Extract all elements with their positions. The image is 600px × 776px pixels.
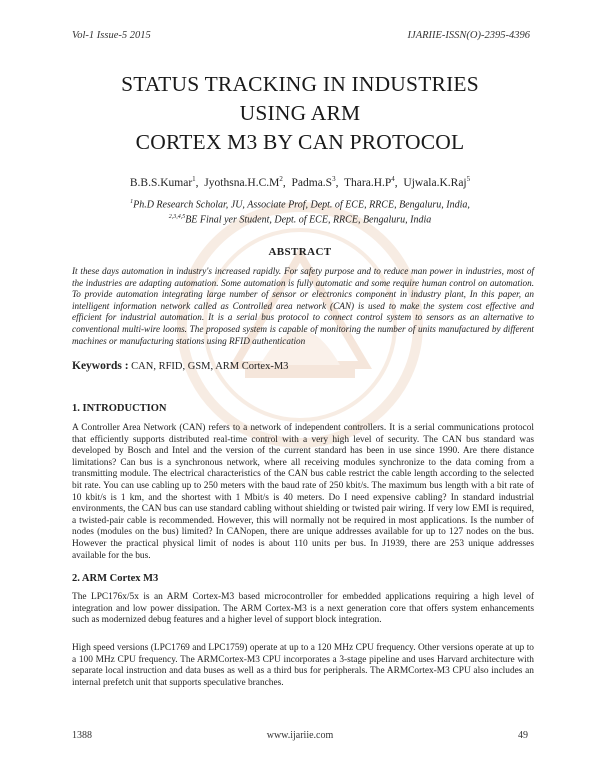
affiliation-2-text: BE Final yer Student, Dept. of ECE, RRCE, Bengaluru, India — [185, 214, 432, 226]
section-1-text: A Controller Area Network (CAN) refers to a network of independent controllers. It is a serial communications protocol that efficiently supports distributed real-time control with a very high level of security. The CAN bus standard was developed by Bosch and Intel and the version of the current standard has been in use since 1990. Are there distance limitations? Can bus is a synchronous network, where all receiving modules synchronize to the data coming from a transmitting module. The electrical characteristics of the CAN bus cable restrict the cable length according to the selected bit rate. You can use cabling up to 250 meters with the baud rate of 250 kbit/s. The maximum bus length with a bit rate of 10 kbit/s is 1 km, and the shortest with 1 Mbit/s is 40 meters. Do I need expensive cabling? In standard industrial environments, the CAN bus can use standard cabling without shielding or twisted pair wiring. If very low EMI is required, a twisted-pair cable is recommended. However, this will normally not be required in most applications. Is the number of nodes (modules on the bus) limited? In CANopen, there are unique addresses available for up to 127 nodes on the bus. However the practical physical limit of nodes is about 110 units per bus. In J1939, there are 253 unique addresses available for the bus. — [72, 423, 534, 561]
author-2-sup: 2 — [279, 175, 283, 183]
footer-website: www.ijariie.com — [266, 730, 334, 741]
footer-page-number: 1388 — [72, 730, 92, 741]
section-1-heading: 1. INTRODUCTION — [72, 403, 167, 414]
title-line-1: STATUS TRACKING IN INDUSTRIES — [121, 72, 479, 96]
running-header-volume: Vol-1 Issue-5 2015 — [72, 30, 151, 41]
author-1-sup: 1 — [192, 175, 196, 183]
author-5: Ujwala.K.Raj — [403, 176, 467, 189]
affiliation-2-sup: 2,3,4,5 — [168, 214, 186, 221]
author-4-sup: 4 — [391, 175, 395, 183]
author-2: Jyothsna.H.C.M — [204, 176, 280, 189]
paper-title — [40, 70, 560, 157]
keywords — [72, 360, 288, 372]
section-2-paragraph-1: The LPC176x/5x is an ARM Cortex-M3 based microcontroller for embedded applications requiring a high level of integration and low power dissipation. The ARM Cortex-M3 is a next generation core that offers system enhancements such as modernized debug features and a higher level of support block integration. — [72, 592, 534, 626]
title-line-2: USING ARM — [239, 101, 361, 125]
abstract-text: It these days automation in industry's increased rapidly. For safety purpose and to reduce man power in industries, most of the industries are adapting automation. Some automation is fully automatic and some require human control on automation. To provide automation integrating large number of sensor or electronics component in industry plant, In this paper, an intelligent information network called as Controlled area network (CAN) is used to make the system cost effective and efficient for industrial automation. It is a serial bus protocol to connect control system to sensors as an alternative to conventional multi-wire looms. The proposed system is capable of monitoring the number of units manufactured by different machines or manufacturing stations using RFID authentication — [72, 266, 534, 346]
author-list: B.B.S.Kumar$^1$, $Jyothsna.H.C.M^2$, $Padma.S^3$, $Thara.H.P^4$, Ujwala.K.Raj$^5$ — [129, 175, 471, 189]
author-4: Thara.H.P — [344, 176, 392, 189]
affiliation-1-sup: 1 — [130, 199, 134, 205]
keywords-label: Keywords : — [72, 360, 129, 372]
title-line-3: CORTEX M3 BY CAN PROTOCOL — [135, 130, 465, 154]
running-header-issn: IJARIIE-ISSN(O)-2395-4396 — [407, 30, 530, 41]
section-2-paragraph-2: High speed versions (LPC1769 and LPC1759) operate at up to a 120 MHz CPU frequency. Other versions operate at up to a 100 MHz CPU frequency. The ARMCortex-M3 CPU incorporates a 3-stage pipeline and uses Harvard architecture with separate local instruction and data buses as well as a third bus for peripherals. The ARMCortex-M3 CPU also includes an internal prefetch unit that supports speculative branches. — [72, 643, 534, 688]
author-3: Padma.S — [291, 176, 333, 189]
author-3-sup: 3 — [332, 175, 336, 183]
author-1: B.B.S.Kumar — [129, 176, 193, 189]
affiliation-2 — [40, 211, 560, 226]
abstract-heading: ABSTRACT — [268, 246, 332, 258]
affiliation-1 — [40, 196, 560, 211]
affiliation-1-text: Ph.D Research Scholar, JU, Associate Prof, Dept. of ECE, RRCE, Bengaluru, India, — [133, 199, 470, 211]
section-2-heading: 2. ARM Cortex M3 — [72, 573, 159, 584]
author-5-sup: 5 — [466, 175, 471, 183]
footer-page-index: 49 — [518, 730, 528, 741]
keywords-text: CAN, RFID, GSM, ARM Cortex-M3 — [128, 361, 289, 372]
affiliations — [40, 196, 560, 227]
